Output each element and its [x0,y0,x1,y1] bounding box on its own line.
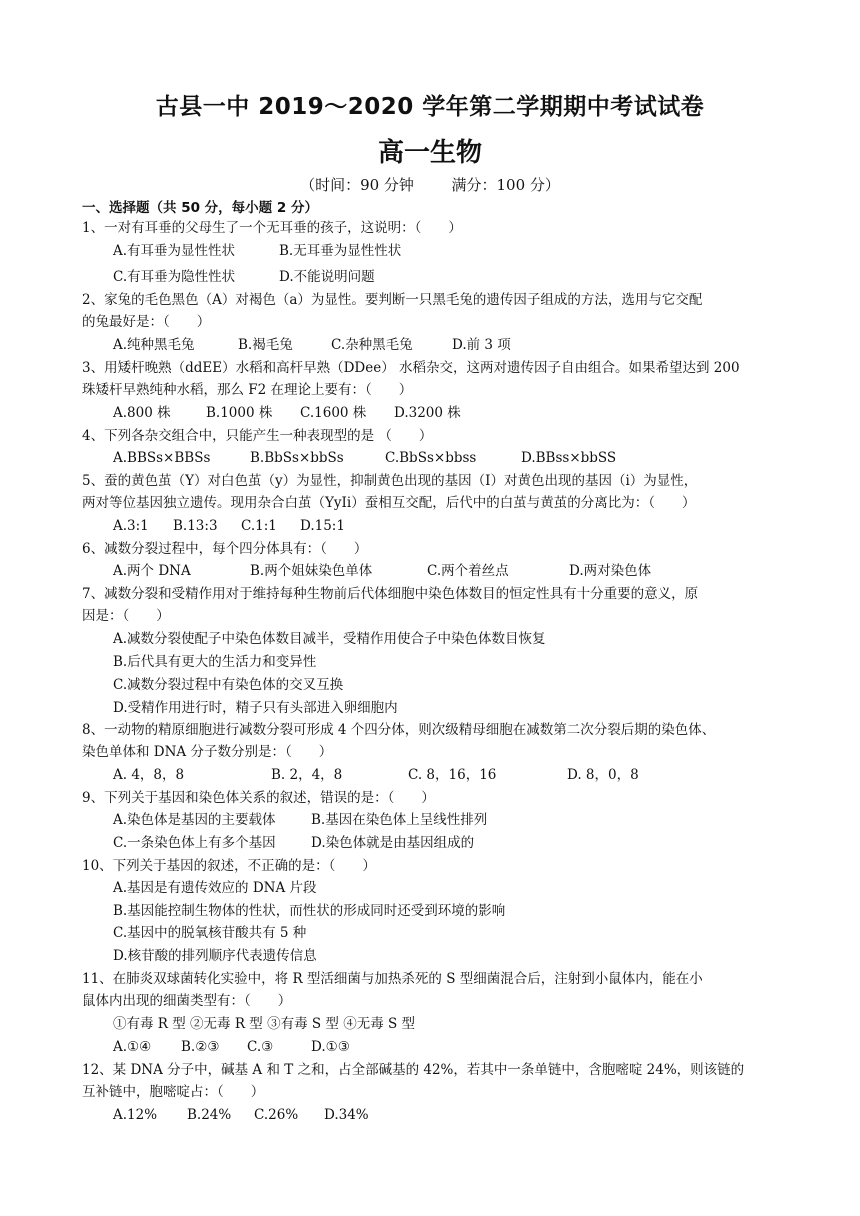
exam-title: 古县一中 2019～2020 学年第二学期期中考试试卷 [155,94,705,120]
q2-option-b: B.褐毛兔 [238,337,293,353]
question-8-stem-cont: 染色单体和 DNA 分子数分别是：（ ） [82,744,333,760]
q11-option-a: A.①④ [113,1039,152,1055]
question-11-stem-cont: 鼠体内出现的细菌类型有：（ ） [82,993,292,1009]
q10-option-c: C.基因中的脱氧核苷酸共有 5 种 [113,925,307,941]
question-5-stem: 5、蚕的黄色茧（Y）对白色茧（y）为显性，抑制黄色出现的基因（I）对黄色出现的基因（i）为显性， [82,473,698,489]
q4-option-d: D.BBss×bbSS [521,450,617,466]
q1-option-a: A.有耳垂为显性性状 [113,243,236,259]
q11-option-c: C.③ [247,1039,274,1055]
time-info: （时间：90 分钟 [300,176,414,194]
question-4-stem: 4、下列各杂交组合中，只能产生一种表现型的是 （ ） [82,428,433,444]
question-12-stem-cont: 互补链中，胞嘧啶占：（ ） [82,1084,265,1100]
q1-option-c: C.有耳垂为隐性性状 [113,269,236,285]
q5-option-d: D.15:1 [300,518,345,534]
q8-option-d: D. 8，0，8 [567,767,639,783]
question-12-stem: 12、某 DNA 分子中，碱基 A 和 T 之和，占全部碱基的 42%，若其中一条单链中，含胞嘧啶 24%，则该链的 [82,1062,745,1078]
q1-option-d: D.不能说明问题 [279,269,375,285]
q6-option-a: A.两个 DNA [113,563,191,579]
q5-option-a: A.3:1 [113,518,149,534]
q1-option-b: B.无耳垂为显性性状 [279,243,402,259]
question-9-stem: 9、下列关于基因和染色体关系的叙述，错误的是：（ ） [82,790,435,806]
q3-option-c: C.1600 株 [300,405,367,421]
q7-option-d: D.受精作用进行时，精子只有头部进入卵细胞内 [113,700,398,716]
q7-option-b: B.后代具有更大的生活力和变异性 [113,654,317,670]
q12-option-a: A.12% [113,1107,158,1123]
q6-option-d: D.两对染色体 [569,563,652,579]
q11-option-d: D.①③ [311,1039,350,1055]
q10-option-d: D.核苷酸的排列顺序代表遗传信息 [113,948,317,964]
question-3-stem-cont: 珠矮杆早熟纯种水稻，那么 F2 在理论上要有：（ ） [82,382,413,398]
q11-option-b: B.②③ [181,1039,220,1055]
q2-option-c: C.杂种黑毛兔 [331,337,413,353]
question-2-stem-cont: 的兔最好是：（ ） [82,314,211,330]
q5-option-b: B.13:3 [173,518,218,534]
q3-option-a: A.800 株 [113,405,171,421]
q8-option-a: A. 4，8，8 [113,767,185,783]
q6-option-c: C.两个着丝点 [427,563,509,579]
question-7-stem: 7、减数分裂和受精作用对于维持每种生物前后代体细胞中染色体数目的恒定性具有十分重要的意义，原 [82,586,699,602]
q3-option-d: D.3200 株 [394,405,461,421]
q11-item-list: ①有毒 R 型 ②无毒 R 型 ③有毒 S 型 ④无毒 S 型 [113,1016,416,1032]
q12-option-b: B.24% [187,1107,232,1123]
question-11-stem: 11、在肺炎双球菌转化实验中，将 R 型活细菌与加热杀死的 S 型细菌混合后，注射到小鼠体内，能在小 [82,971,703,987]
q2-option-d: D.前 3 项 [452,337,511,353]
q2-option-a: A.纯种黑毛兔 [113,337,195,353]
q7-option-a: A.减数分裂使配子中染色体数目减半，受精作用使合子中染色体数目恢复 [113,631,546,647]
q8-option-c: C. 8，16，16 [408,767,497,783]
question-7-stem-cont: 因是：（ ） [82,608,170,624]
q12-option-c: C.26% [254,1107,299,1123]
q9-option-a: A.染色体是基因的主要载体 [113,812,276,828]
q9-option-c: C.一条染色体上有多个基因 [113,835,276,851]
question-6-stem: 6、减数分裂过程中，每个四分体具有：（ ） [82,541,368,557]
q6-option-b: B.两个姐妹染色单体 [250,563,373,579]
q9-option-b: B.基因在染色体上呈线性排列 [311,812,488,828]
question-3-stem: 3、用矮杆晚熟（ddEE）水稻和高杆早熟（DDee） 水稻杂交，这两对遗传因子自由组合。如果希望达到 200 [82,360,740,376]
q4-option-b: B.BbSs×bbSs [250,450,344,466]
section-heading: 一、选择题（共 50 分，每小题 2 分） [82,200,318,216]
q4-option-a: A.BBSs×BBSs [113,450,211,466]
q10-option-a: A.基因是有遗传效应的 DNA 片段 [113,880,317,896]
q5-option-c: C.1:1 [241,518,277,534]
q4-option-c: C.BbSs×bbss [385,450,477,466]
q10-option-b: B.基因能控制生物体的性状，而性状的形成同时还受到环境的影响 [113,903,506,919]
exam-info [0,174,860,195]
subject-title: 高一生物 [377,138,482,168]
q7-option-c: C.减数分裂过程中有染色体的交叉互换 [113,677,344,693]
question-5-stem-cont: 两对等位基因独立遗传。现用杂合白茧（YyIi）蚕相互交配，后代中的白茧与黄茧的分离比为：（ ） [82,495,696,511]
question-10-stem: 10、下列关于基因的叙述，不正确的是：（ ） [82,858,376,874]
question-1-stem: 1、一对有耳垂的父母生了一个无耳垂的孩子，这说明：（ ） [82,220,462,236]
score-info: 满分：100 分） [451,176,560,194]
question-2-stem: 2、家兔的毛色黑色（A）对褐色（a）为显性。要判断一只黑毛兔的遗传因子组成的方法，选用与它交配 [82,292,703,308]
q9-option-d: D.染色体就是由基因组成的 [311,835,475,851]
question-8-stem: 8、一动物的精原细胞进行减数分裂可形成 4 个四分体，则次级精母细胞在减数第二次分裂后期的染色体、 [82,722,716,738]
q3-option-b: B.1000 株 [206,405,273,421]
q8-option-b: B. 2，4，8 [271,767,343,783]
q12-option-d: D.34% [324,1107,369,1123]
